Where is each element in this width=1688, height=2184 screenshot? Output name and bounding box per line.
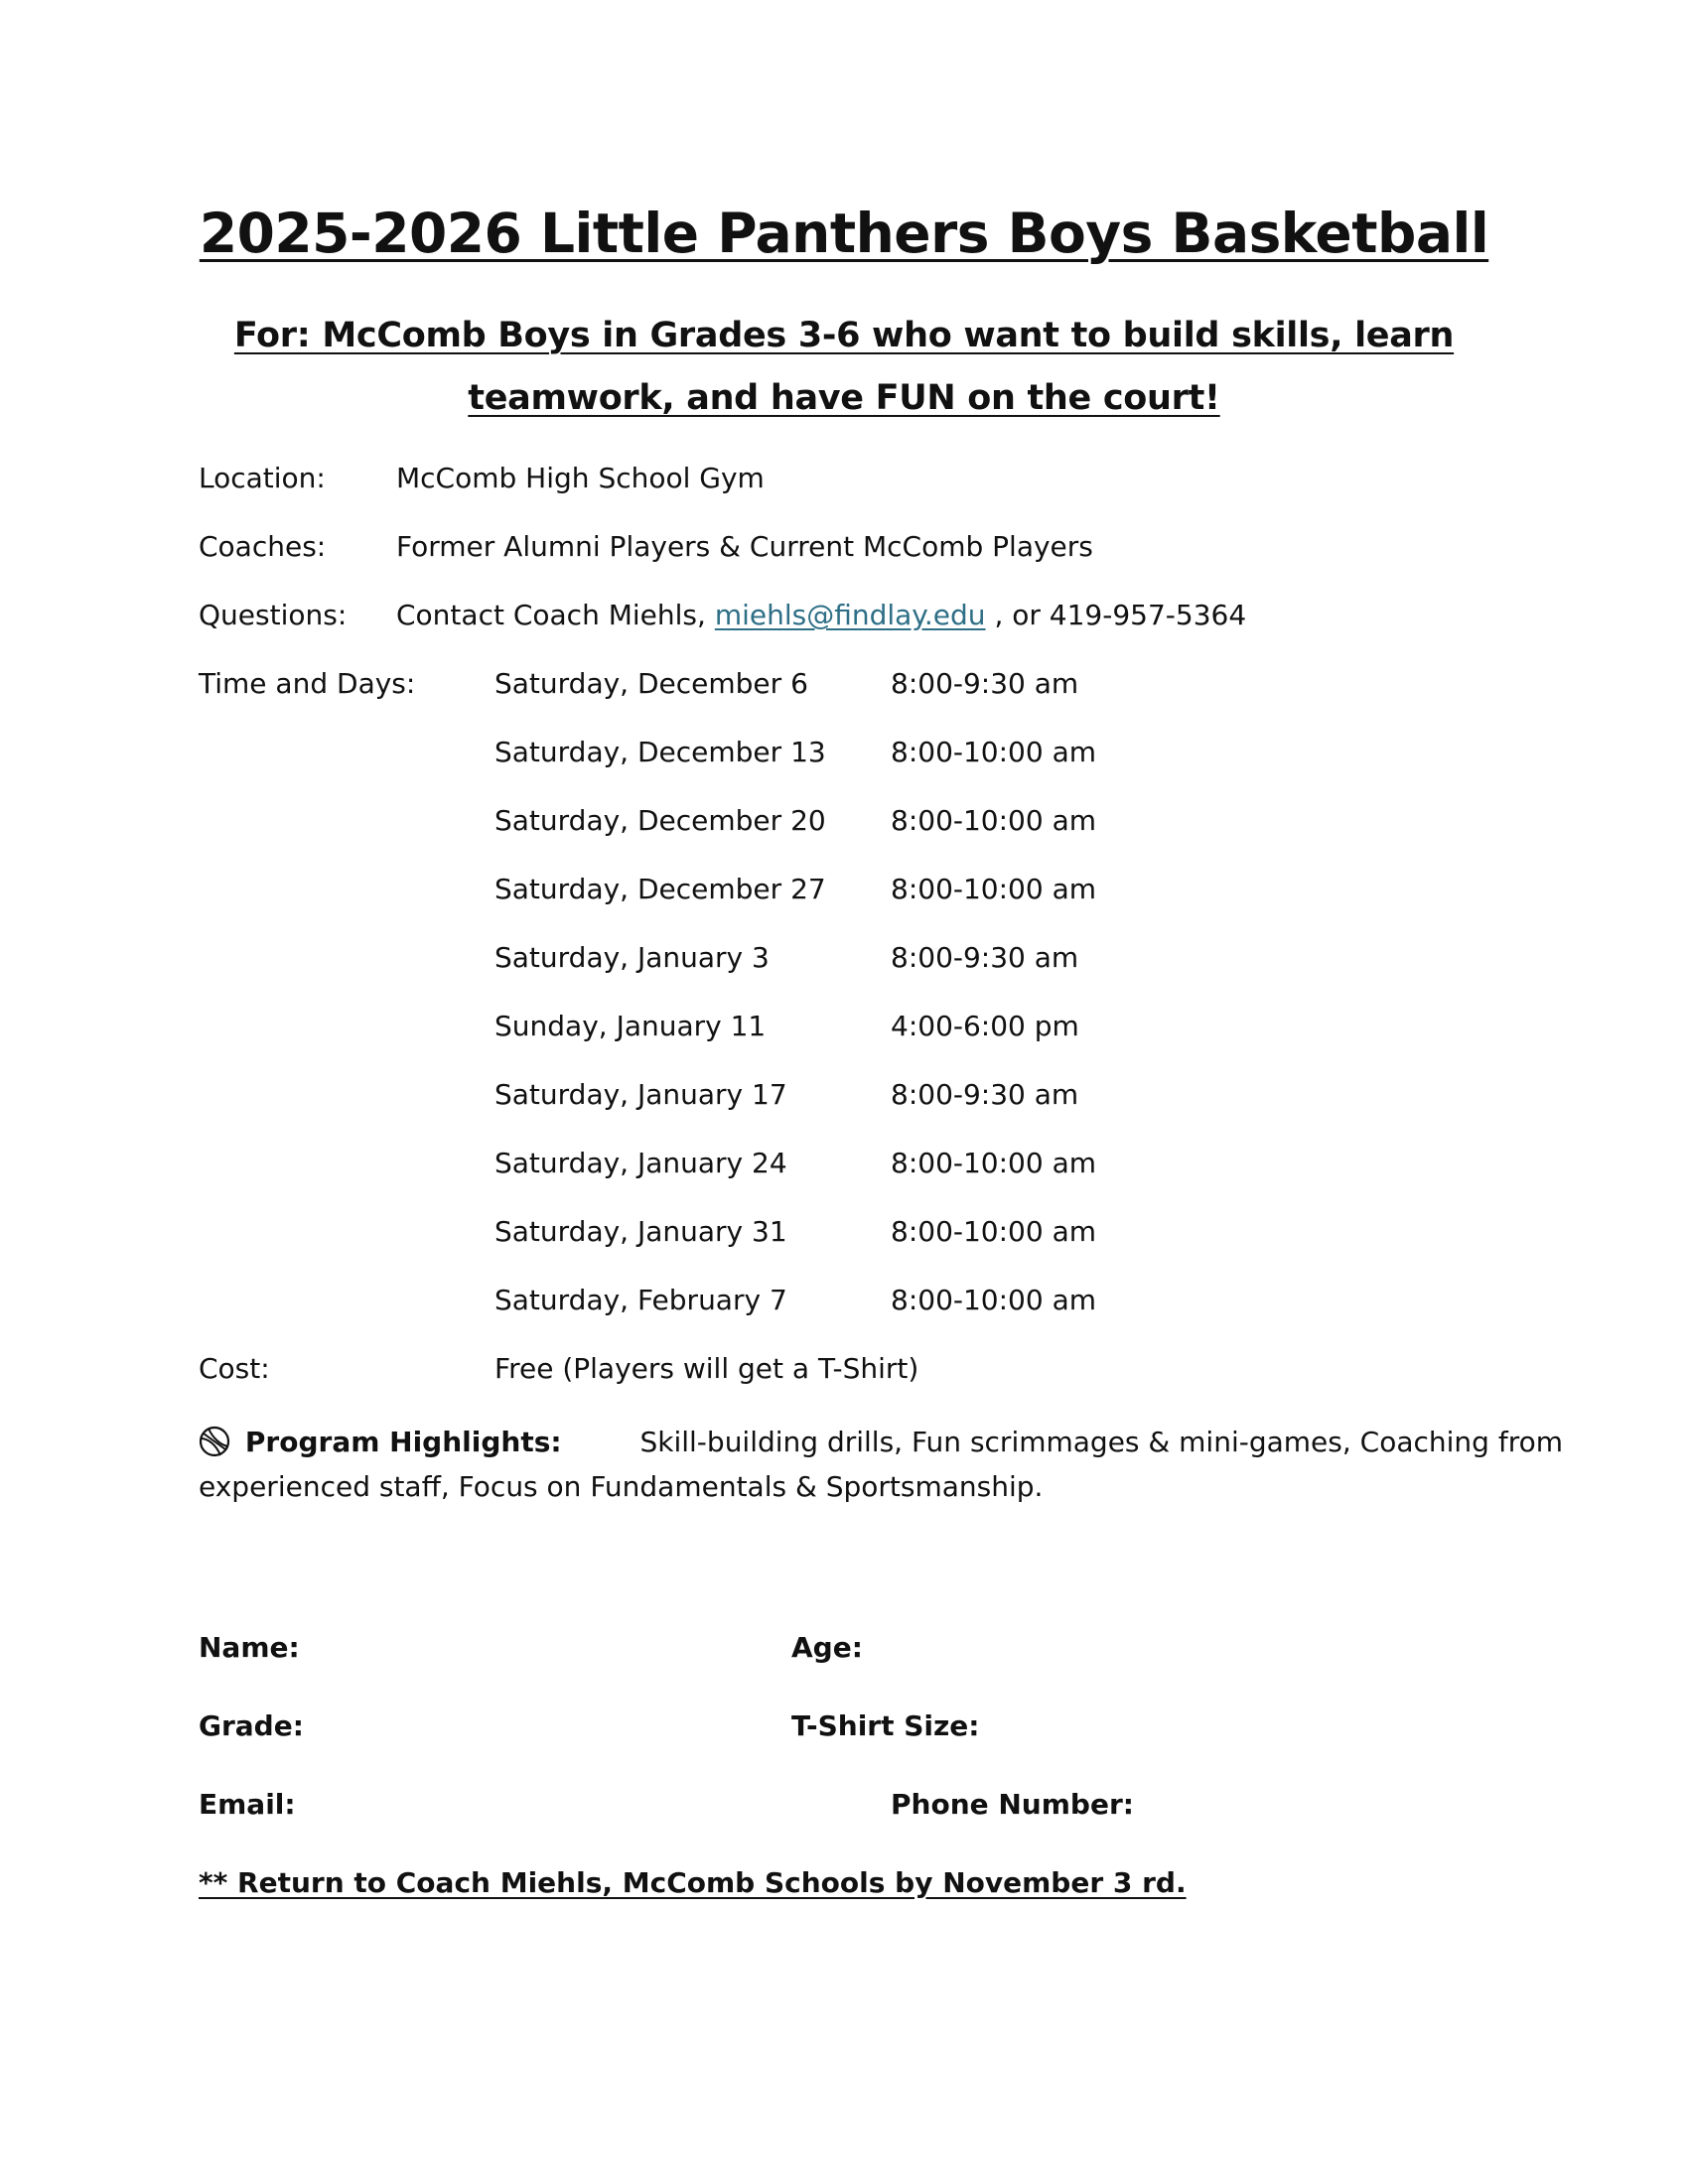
subtitle-line-2: teamwork, and have FUN on the court! <box>468 378 1220 418</box>
schedule-day: Saturday, January 31 <box>494 1215 787 1248</box>
schedule-day: Sunday, January 11 <box>494 1010 767 1042</box>
schedule-time: 8:00-10:00 am <box>891 1147 1097 1179</box>
email-link[interactable]: miehls@findlay.edu <box>714 599 986 631</box>
schedule-day: Saturday, January 17 <box>494 1078 787 1111</box>
highlights-text: Skill-building drills, Fun scrimmages & mini-games, Coaching from <box>639 1426 1563 1458</box>
name-label: Name: <box>199 1631 300 1664</box>
phone-number-label: Phone Number: <box>891 1788 1134 1821</box>
cost-label: Cost: <box>199 1352 270 1385</box>
location-value: McComb High School Gym <box>396 462 765 494</box>
schedule-time: 8:00-10:00 am <box>891 1284 1097 1316</box>
tshirt-size-label: T-Shirt Size: <box>791 1709 980 1742</box>
page-title: 2025-2026 Little Panthers Boys Basketball <box>199 202 1489 265</box>
grade-label: Grade: <box>199 1709 304 1742</box>
cost-value: Free (Players will get a T-Shirt) <box>494 1352 919 1385</box>
schedule-label: Time and Days: <box>199 667 416 700</box>
schedule-time: 8:00-9:30 am <box>891 1078 1079 1111</box>
questions-prefix: Contact Coach Miehls, <box>396 599 706 631</box>
subtitle-line-1: For: McComb Boys in Grades 3-6 who want to build skills, learn <box>233 316 1455 355</box>
email-label: Email: <box>199 1788 296 1821</box>
coaches-value: Former Alumni Players & Current McComb Players <box>396 530 1093 563</box>
schedule-time: 8:00-9:30 am <box>891 667 1079 700</box>
schedule-day: Saturday, December 20 <box>494 804 826 837</box>
basketball-icon <box>199 1426 230 1457</box>
age-label: Age: <box>791 1631 863 1664</box>
location-label: Location: <box>199 462 326 494</box>
coaches-label: Coaches: <box>199 530 327 563</box>
highlights-line-2: experienced staff, Focus on Fundamentals & Sportsmanship. <box>199 1470 1044 1503</box>
schedule-day: Saturday, February 7 <box>494 1284 787 1316</box>
schedule-day: Saturday, December 27 <box>494 873 826 905</box>
schedule-day: Saturday, January 3 <box>494 941 770 974</box>
highlights-label: Program Highlights: <box>244 1426 562 1458</box>
schedule-time: 4:00-6:00 pm <box>891 1010 1079 1042</box>
questions-value <box>396 599 1247 631</box>
schedule-time: 8:00-10:00 am <box>891 1215 1097 1248</box>
schedule-day: Saturday, January 24 <box>494 1147 787 1179</box>
schedule-day: Saturday, December 13 <box>494 736 826 768</box>
questions-label: Questions: <box>199 599 348 631</box>
schedule-time: 8:00-9:30 am <box>891 941 1079 974</box>
schedule-time: 8:00-10:00 am <box>891 804 1097 837</box>
schedule-time: 8:00-10:00 am <box>891 873 1097 905</box>
return-note: ** Return to Coach Miehls, McComb Schools by November 3 rd. <box>199 1866 1187 1899</box>
schedule-day: Saturday, December 6 <box>494 667 808 700</box>
highlights-line-1 <box>199 1426 1563 1457</box>
questions-suffix: , or 419-957-5364 <box>994 599 1247 631</box>
schedule-time: 8:00-10:00 am <box>891 736 1097 768</box>
